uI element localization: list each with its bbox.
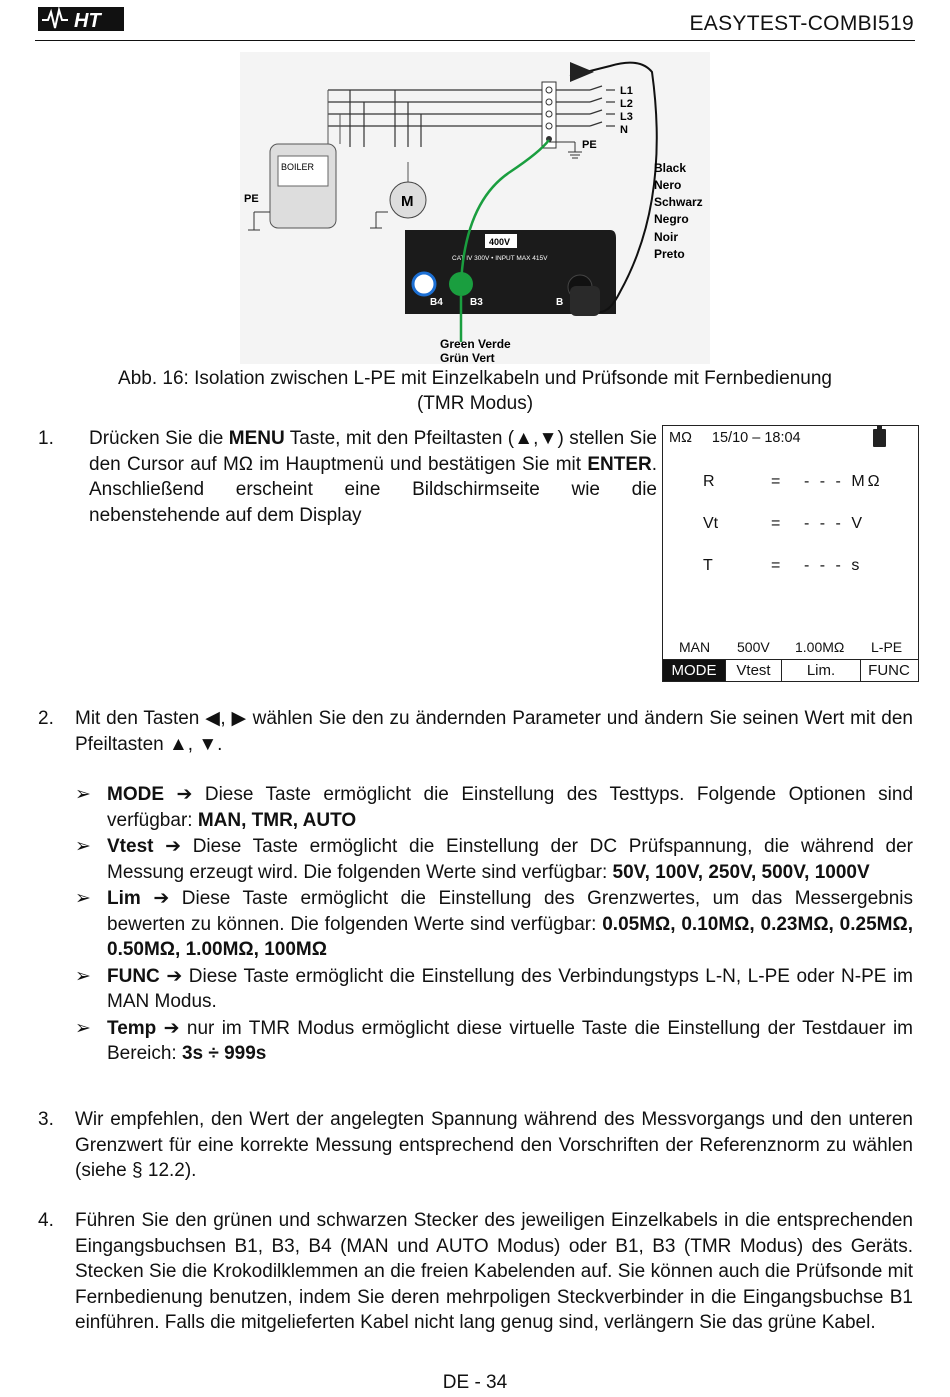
step-3-number: 3. bbox=[38, 1109, 54, 1130]
softkey-lim[interactable]: Lim. bbox=[781, 660, 860, 681]
svg-text:HT: HT bbox=[74, 10, 101, 32]
display-datetime: 15/10 – 18:04 bbox=[711, 430, 801, 446]
svg-text:PE: PE bbox=[244, 193, 259, 205]
list-item: ➢ FUNC ➔ Diese Taste ermöglicht die Einstellung des Verbindungstyps L-N, L-PE oder N-PE im MAN Modus. bbox=[75, 965, 914, 1012]
svg-text:BOILER: BOILER bbox=[281, 162, 315, 172]
list-item: ➢ Vtest ➔ Diese Taste ermöglicht die Einstellung der DC Prüfspannung, die während der Messung erzeugt wird. Die folgenden Werte sind verfügbar: 50V, 100V, 250V, 500V, 1000V bbox=[75, 836, 913, 883]
softkey-func[interactable]: FUNC bbox=[860, 660, 917, 681]
list-item: ➢ Temp ➔ nur im TMR Modus ermöglicht diese virtuelle Taste die Einstellung der Testdauer im Bereich: 3s ÷ 999s bbox=[75, 1017, 913, 1064]
svg-text:CAT IV 300V • INPUT MAX 415V: CAT IV 300V • INPUT MAX 415V bbox=[452, 255, 548, 262]
step-3-text: Wir empfehlen, den Wert der angelegten Spannung während des Messvorgangs und den unteren Grenzwert für eine korrekte Messung entsprechend den Vorschriften der Referenznorm zu wählen (siehe § 12.2). bbox=[75, 1109, 913, 1181]
step-4-text: Führen Sie den grünen und schwarzen Stecker des jeweiligen Einzelkabels in die entsprechenden Eingangsbuchsen B1, B3, B4 (MAN und AUTO Modus) oder B1, B3 (TMR Modus) des Geräts. Stecken Sie die Krokodilklemmen an die freien Kabelenden auf. Sie können auch die Prüfsonde mit Fernbedienung benutzen, indem Sie deren mehrpoligen Steckverbinder in die Eingangsbuchse B1 einführen. Falls die mitgelieferten Kabel nicht lang genug sind, verlängern Sie das grüne Kabel. bbox=[75, 1210, 913, 1333]
svg-text:B: B bbox=[556, 297, 564, 308]
caption-line-1: Abb. 16: Isolation zwischen L-PE mit Einzelkabeln und Prüfsonde mit Fernbedienung bbox=[118, 368, 832, 389]
svg-text:Preto: Preto bbox=[654, 247, 685, 261]
param-func-value: L-PE bbox=[871, 639, 903, 655]
step-1-text: Drücken Sie die MENU Taste, mit den Pfeiltasten (▲,▼) stellen Sie den Cursor auf MΩ im Hauptmenü und bestätigen Sie mit ENTER. Anschließend erscheint eine Bildschirmseite wie die nebenstehende auf dem Display bbox=[89, 428, 657, 526]
display-mode-symbol: MΩ bbox=[669, 430, 692, 446]
svg-text:N: N bbox=[620, 124, 628, 136]
page-number: DE - 34 bbox=[442, 1372, 508, 1393]
svg-text:B4: B4 bbox=[430, 297, 443, 308]
arrowhead-bullet-icon: ➢ bbox=[75, 965, 91, 987]
svg-text:Nero: Nero bbox=[654, 178, 682, 192]
softkey-vtest[interactable]: Vtest bbox=[725, 660, 781, 681]
step-1-number: 1. bbox=[38, 428, 54, 449]
softkey-bar bbox=[663, 659, 918, 681]
display-header bbox=[669, 430, 801, 446]
svg-text:M: M bbox=[401, 193, 414, 210]
svg-text:Schwarz: Schwarz bbox=[654, 195, 703, 209]
ht-logo bbox=[38, 4, 126, 34]
svg-text:Noir: Noir bbox=[654, 230, 678, 244]
softkey-mode[interactable]: MODE bbox=[663, 660, 725, 681]
svg-text:Grün Vert: Grün Vert bbox=[440, 351, 495, 364]
param-mode-value: MAN bbox=[679, 639, 711, 655]
svg-text:L3: L3 bbox=[620, 111, 633, 123]
step-4-number: 4. bbox=[38, 1210, 54, 1231]
wiring-diagram bbox=[240, 52, 710, 364]
arrowhead-bullet-icon: ➢ bbox=[75, 784, 91, 805]
arrowhead-bullet-icon: ➢ bbox=[75, 888, 91, 909]
softkey-description-list bbox=[75, 782, 913, 1068]
svg-text:L1: L1 bbox=[620, 85, 633, 97]
param-vtest-value: 500V bbox=[737, 639, 770, 655]
arrowhead-bullet-icon: ➢ bbox=[75, 1017, 91, 1039]
list-item: ➢ Lim ➔ Diese Taste ermöglicht die Einstellung des Grenzwertes, um das Messergebnis bewerten zu können. Die folgenden Werte sind verfügbar: 0.05MΩ, 0.10MΩ, 0.23MΩ, 0.25MΩ, 0.50MΩ, 1.00MΩ, 100MΩ bbox=[75, 888, 913, 960]
param-limit-value: 1.00MΩ bbox=[795, 639, 845, 655]
svg-text:PE: PE bbox=[582, 139, 597, 151]
svg-text:Green Verde: Green Verde bbox=[440, 337, 511, 351]
step-2-text: Mit den Tasten ◀, ▶ wählen Sie den zu ändernden Parameter und ändern Sie seinen Wert mit den Pfeiltasten ▲, ▼. bbox=[75, 708, 913, 755]
battery-icon bbox=[873, 429, 886, 447]
document-model-title: EASYTEST-COMBI519 bbox=[689, 12, 914, 35]
header-divider bbox=[35, 40, 915, 41]
arrowhead-bullet-icon: ➢ bbox=[75, 836, 91, 857]
svg-text:400V: 400V bbox=[489, 237, 511, 247]
svg-text:B3: B3 bbox=[470, 297, 483, 308]
caption-line-2: (TMR Modus) bbox=[416, 393, 534, 414]
step-2-number: 2. bbox=[38, 708, 54, 729]
svg-text:L2: L2 bbox=[620, 98, 633, 110]
list-item: ➢ MODE ➔ Diese Taste ermöglicht die Einstellung des Testtyps. Folgende Optionen sind verfügbar: MAN, TMR, AUTO bbox=[75, 784, 914, 831]
svg-text:Negro: Negro bbox=[654, 212, 689, 226]
svg-text:Black: Black bbox=[654, 161, 687, 175]
figure-caption bbox=[0, 366, 950, 416]
instrument-display: MΩ 15/10 – 18:04 R = - - - MΩ Vt = - - - V T = - - - s MAN 500V 1.00MΩ L-PE MODE Vtest Lim. FUNC bbox=[662, 425, 919, 682]
